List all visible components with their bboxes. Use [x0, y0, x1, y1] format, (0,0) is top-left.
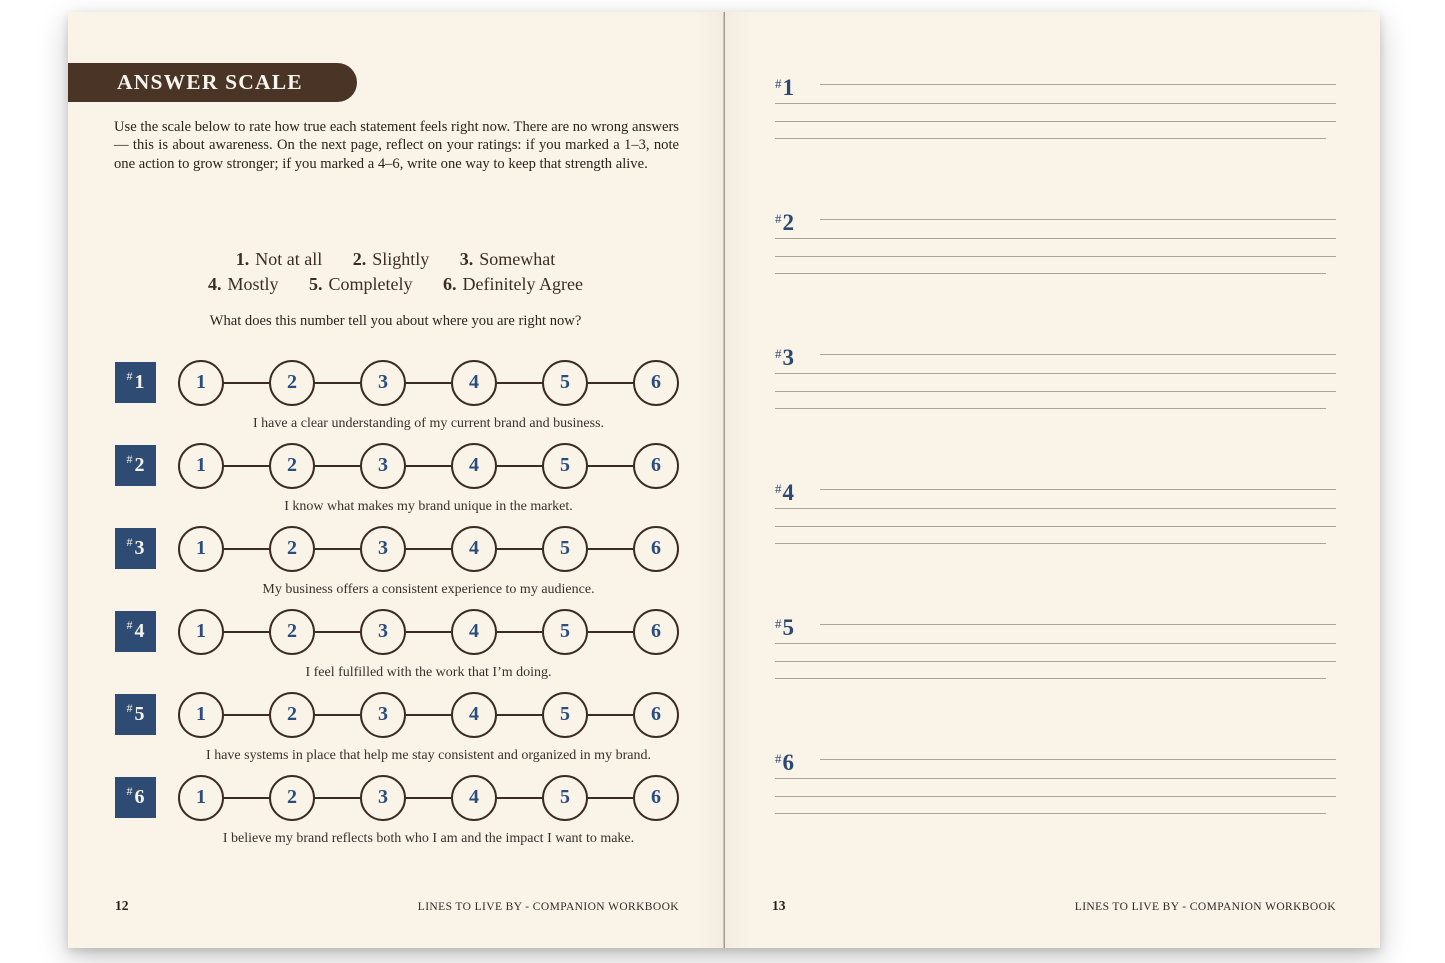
writing-line[interactable] [820, 750, 1336, 760]
scale-option-2[interactable]: 2 [269, 526, 315, 572]
statement-text: I believe my brand reflects both who I am and the impact I want to make. [222, 830, 635, 846]
rating-scale [178, 443, 679, 489]
writing-line[interactable] [820, 210, 1336, 220]
scale-connector [406, 714, 451, 717]
scale-option-5[interactable]: 5 [542, 775, 588, 821]
item-number-badge: # 3 [115, 528, 156, 569]
rating-scale [178, 360, 679, 406]
hash-symbol: # [126, 618, 133, 633]
page-right [724, 12, 1380, 948]
page-number: 13 [772, 898, 786, 913]
scale-option-6[interactable]: 6 [633, 360, 679, 406]
rating-row [115, 526, 723, 572]
write-section-4 [775, 480, 1336, 544]
scale-option-2[interactable]: 2 [269, 360, 315, 406]
scale-connector [315, 714, 360, 717]
scale-connector [406, 465, 451, 468]
item-number-badge: # 1 [115, 362, 156, 403]
legend-entry: 6. Definitely Agree [443, 273, 583, 294]
scale-option-2[interactable]: 2 [269, 609, 315, 655]
statement-text: I have a clear understanding of my current brand and business. [252, 415, 605, 431]
scale-option-1[interactable]: 1 [178, 360, 224, 406]
writing-line[interactable] [820, 75, 1336, 85]
legend-entry: 3. Somewhat [459, 248, 556, 269]
writing-line[interactable] [775, 797, 1326, 814]
scale-connector [406, 797, 451, 800]
rating-scale [178, 692, 679, 738]
rating-scale [178, 609, 679, 655]
scale-connector [406, 548, 451, 551]
scale-option-5[interactable]: 5 [542, 443, 588, 489]
scale-option-3[interactable]: 3 [360, 526, 406, 572]
hash-symbol: # [775, 481, 782, 496]
writing-line[interactable] [820, 345, 1336, 355]
writing-line[interactable] [820, 615, 1336, 625]
writing-line[interactable] [775, 85, 1336, 104]
hash-symbol: # [775, 346, 782, 361]
page-left [68, 12, 724, 948]
writing-line[interactable] [820, 480, 1336, 490]
scale-connector [497, 797, 542, 800]
legend-entry: 2. Slightly [352, 248, 430, 269]
footer-title: LINES TO LIVE BY - COMPANION WORKBOOK [1074, 901, 1336, 913]
scale-option-5[interactable]: 5 [542, 609, 588, 655]
scale-connector [224, 382, 269, 385]
scale-connector [588, 714, 633, 717]
scale-option-4[interactable]: 4 [451, 692, 497, 738]
scale-option-6[interactable]: 6 [633, 775, 679, 821]
writing-line[interactable] [775, 355, 1336, 374]
scale-option-3[interactable]: 3 [360, 360, 406, 406]
hash-symbol: # [775, 616, 782, 631]
right-page-footer [772, 898, 1336, 914]
item-number-badge: # 2 [115, 445, 156, 486]
legend-line-2 [68, 272, 723, 297]
scale-connector [406, 631, 451, 634]
hash-symbol: # [775, 751, 782, 766]
scale-option-2[interactable]: 2 [269, 692, 315, 738]
hash-symbol: # [775, 211, 782, 226]
section-number-label: #1 [775, 75, 794, 100]
scale-connector [588, 797, 633, 800]
scale-option-5[interactable]: 5 [542, 526, 588, 572]
writing-line[interactable] [775, 644, 1336, 662]
scale-connector [497, 631, 542, 634]
scale-option-2[interactable]: 2 [269, 775, 315, 821]
scale-option-4[interactable]: 4 [451, 360, 497, 406]
legend-entry: 1. Not at all [235, 248, 323, 269]
scale-connector [588, 382, 633, 385]
writing-line[interactable] [775, 257, 1326, 274]
scale-connector [497, 382, 542, 385]
scale-option-6[interactable]: 6 [633, 692, 679, 738]
scale-connector [588, 548, 633, 551]
rating-item-5 [68, 692, 723, 764]
write-section-1 [775, 75, 1336, 139]
scale-option-1[interactable]: 1 [178, 609, 224, 655]
rating-item-3 [68, 526, 723, 598]
item-number-badge: # 4 [115, 611, 156, 652]
statement-text: I feel fulfilled with the work that I’m doing. [305, 664, 552, 680]
scale-legend [68, 247, 723, 297]
scale-connector [224, 548, 269, 551]
intro-paragraph: Use the scale below to rate how true each statement feels right now. There are no wrong answers — this is about awareness. On the next page, reflect on your ratings: if you marked a 1–3, note one action to grow stronger; if you marked a 4–6, write one way to keep that strength alive. [114, 119, 679, 172]
section-number-label: #5 [775, 615, 794, 640]
hash-symbol: # [126, 369, 133, 384]
page-number: 12 [115, 898, 129, 913]
scale-option-2[interactable]: 2 [269, 443, 315, 489]
scale-option-6[interactable]: 6 [633, 609, 679, 655]
rating-rows [68, 360, 723, 847]
scale-connector [588, 465, 633, 468]
scale-option-3[interactable]: 3 [360, 692, 406, 738]
scale-connector [588, 631, 633, 634]
legend-entry: 4. Mostly [208, 273, 279, 294]
prompt-question: What does this number tell you about where you are right now? [209, 312, 582, 329]
page-title: ANSWER SCALE [117, 70, 303, 94]
scale-connector [315, 465, 360, 468]
scale-connector [224, 465, 269, 468]
scale-option-4[interactable]: 4 [451, 526, 497, 572]
writing-line[interactable] [775, 104, 1336, 122]
rating-item-6 [68, 775, 723, 847]
scale-option-4[interactable]: 4 [451, 775, 497, 821]
answer-scale-banner [68, 63, 357, 102]
hash-symbol: # [126, 452, 133, 467]
scale-option-3[interactable]: 3 [360, 609, 406, 655]
writing-line[interactable] [775, 779, 1336, 797]
section-number-label: #4 [775, 480, 794, 505]
scale-connector [497, 714, 542, 717]
left-page-footer [115, 898, 679, 914]
rating-item-4 [68, 609, 723, 681]
statement-text: I have systems in place that help me stay consistent and organized in my brand. [206, 747, 651, 763]
rating-scale [178, 775, 679, 821]
write-section-5 [775, 615, 1336, 679]
scale-option-6[interactable]: 6 [633, 526, 679, 572]
rating-item-2 [68, 443, 723, 515]
writing-line[interactable] [775, 527, 1326, 544]
scale-option-1[interactable]: 1 [178, 526, 224, 572]
footer-title: LINES TO LIVE BY - COMPANION WORKBOOK [417, 901, 679, 913]
hash-symbol: # [775, 76, 782, 91]
scale-option-1[interactable]: 1 [178, 775, 224, 821]
rating-row [115, 360, 723, 406]
scale-connector [497, 548, 542, 551]
item-number-badge: # 5 [115, 694, 156, 735]
legend-entry: 5. Completely [309, 273, 413, 294]
writing-line[interactable] [775, 625, 1336, 644]
scale-option-4[interactable]: 4 [451, 609, 497, 655]
scale-option-6[interactable]: 6 [633, 443, 679, 489]
hash-symbol: # [126, 701, 133, 716]
section-number-label: #3 [775, 345, 794, 370]
scale-option-1[interactable]: 1 [178, 443, 224, 489]
rating-row [115, 443, 723, 489]
scale-connector [406, 382, 451, 385]
rating-row [115, 609, 723, 655]
hash-symbol: # [126, 535, 133, 550]
scale-option-3[interactable]: 3 [360, 775, 406, 821]
item-number-badge: # 6 [115, 777, 156, 818]
writing-line[interactable] [775, 490, 1336, 509]
rating-scale [178, 526, 679, 572]
writing-line[interactable] [775, 509, 1336, 527]
scale-option-5[interactable]: 5 [542, 360, 588, 406]
hash-symbol: # [126, 784, 133, 799]
scale-connector [315, 631, 360, 634]
rating-item-1 [68, 360, 723, 432]
writing-line[interactable] [775, 122, 1326, 139]
scale-connector [315, 382, 360, 385]
writing-line[interactable] [775, 239, 1336, 257]
write-section-6 [775, 750, 1336, 814]
writing-area [725, 12, 1380, 814]
section-number-label: #2 [775, 210, 794, 235]
scale-connector [497, 465, 542, 468]
section-number-label: #6 [775, 750, 794, 775]
write-section-3 [775, 345, 1336, 409]
scale-option-5[interactable]: 5 [542, 692, 588, 738]
scale-option-1[interactable]: 1 [178, 692, 224, 738]
writing-line[interactable] [775, 662, 1326, 679]
writing-line[interactable] [775, 392, 1326, 409]
legend-line-1 [68, 247, 723, 272]
statement-text: My business offers a consistent experience to my audience. [262, 581, 595, 597]
rating-row [115, 692, 723, 738]
scale-connector [315, 797, 360, 800]
statement-text: I know what makes my brand unique in the market. [284, 498, 573, 514]
scale-connector [315, 548, 360, 551]
scale-connector [224, 714, 269, 717]
writing-line[interactable] [775, 760, 1336, 779]
writing-line[interactable] [775, 220, 1336, 239]
workbook-spread [68, 12, 1380, 948]
scale-option-4[interactable]: 4 [451, 443, 497, 489]
write-section-2 [775, 210, 1336, 274]
scale-connector [224, 631, 269, 634]
writing-line[interactable] [775, 374, 1336, 392]
scale-connector [224, 797, 269, 800]
scale-option-3[interactable]: 3 [360, 443, 406, 489]
rating-row [115, 775, 723, 821]
